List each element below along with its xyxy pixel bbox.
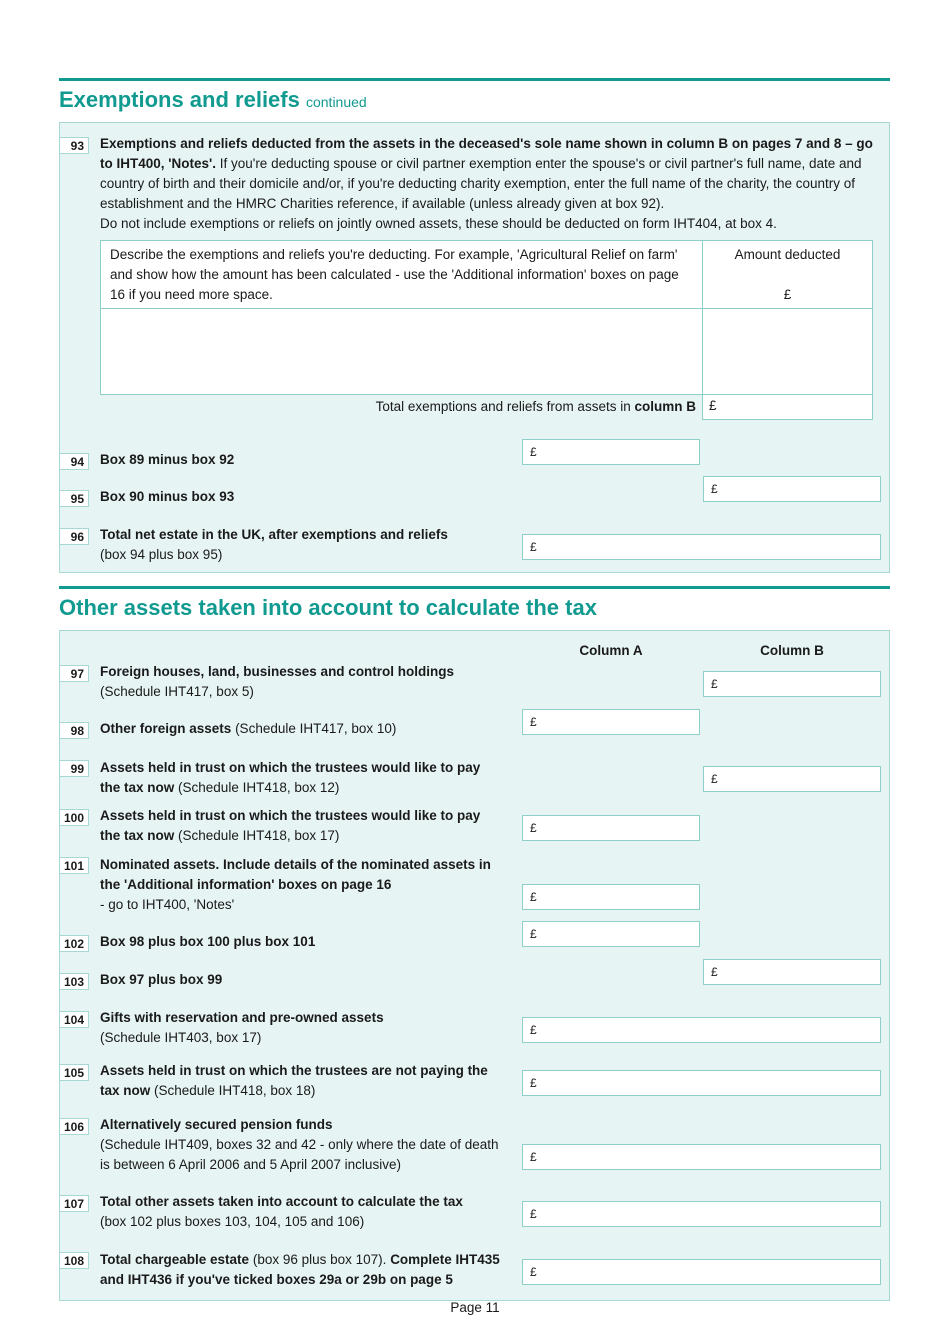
box-number-104: 104 <box>60 1011 89 1028</box>
box-number-106: 106 <box>60 1118 89 1135</box>
exemptions-table <box>100 240 873 419</box>
column-a-header: Column A <box>579 643 643 658</box>
box-number-103: 103 <box>60 973 89 990</box>
box103-label: Box 97 plus box 99 <box>100 972 223 987</box>
box-number-95: 95 <box>60 490 89 507</box>
box104-label: Gifts with reservation and pre-owned assets (Schedule IHT403, box 17) <box>100 1010 384 1045</box>
total-column-b-field[interactable]: £ <box>702 394 873 420</box>
box99-label: Assets held in trust on which the trustees would like to pay the tax now (Schedule IHT418, box 12) <box>100 760 481 795</box>
box-number-97: 97 <box>60 665 89 682</box>
box97-field[interactable]: £ <box>703 671 881 697</box>
column-b-header: Column B <box>760 643 824 658</box>
box-number-107: 107 <box>60 1195 89 1212</box>
box105-label: Assets held in trust on which the trustees are not paying the tax now (Schedule IHT418, box 18) <box>100 1063 488 1098</box>
box-number-98: 98 <box>60 722 89 739</box>
section-title-exemptions: Exemptions and reliefs continued <box>59 87 367 112</box>
box94-label: Box 89 minus box 92 <box>100 452 235 467</box>
box-number-100: 100 <box>60 809 89 826</box>
box-number-94: 94 <box>60 453 89 470</box>
box98-field[interactable]: £ <box>522 709 700 735</box>
box100-label: Assets held in trust on which the trustees would like to pay the tax now (Schedule IHT418, box 17) <box>100 808 481 843</box>
box99-field[interactable]: £ <box>703 766 881 792</box>
box96-label: Total net estate in the UK, after exemptions and reliefs (box 94 plus box 95) <box>100 527 448 562</box>
box102-field[interactable]: £ <box>522 921 700 947</box>
describe-input[interactable] <box>100 308 703 395</box>
amount-input[interactable] <box>702 308 873 395</box>
box105-field[interactable]: £ <box>522 1070 881 1096</box>
box98-label: Other foreign assets (Schedule IHT417, box 10) <box>100 721 397 736</box>
box93-note: Do not include exemptions or reliefs on jointly owned assets, these should be deducted on form IHT404, at box 4. <box>100 216 777 231</box>
box-number-105: 105 <box>60 1064 89 1081</box>
box94-field[interactable]: £ <box>522 439 700 465</box>
box-number-96: 96 <box>60 528 89 545</box>
box96-field[interactable]: £ <box>522 534 881 560</box>
box101-field[interactable]: £ <box>522 884 700 910</box>
section-rule-other <box>59 586 890 589</box>
box106-label: Alternatively secured pension funds (Schedule IHT409, boxes 32 and 42 - only where the date of death is between 6 April 2006 and 5 April 2007 inclusive) <box>100 1117 499 1172</box>
total-label: Total exemptions and reliefs from assets in column B <box>375 399 696 414</box>
box102-label: Box 98 plus box 100 plus box 101 <box>100 934 316 949</box>
continued-label: continued <box>305 94 367 110</box>
box-number-99: 99 <box>60 760 89 777</box>
page-number: Page 11 <box>450 1300 500 1315</box>
amount-header-cell <box>702 240 873 309</box>
box107-field[interactable]: £ <box>522 1201 881 1227</box>
box107-label: Total other assets taken into account to calculate the tax (box 102 plus boxes 103, 104, 105 and 106) <box>100 1194 463 1229</box>
describe-header-cell <box>100 240 703 309</box>
box95-field[interactable]: £ <box>703 476 881 502</box>
box108-field[interactable]: £ <box>522 1259 881 1285</box>
box108-label: Total chargeable estate (box 96 plus box 107). Complete IHT435 and IHT436 if you've ticked boxes 29a or 29b on page 5 <box>100 1252 500 1287</box>
box106-field[interactable]: £ <box>522 1144 881 1170</box>
amount-header-text: Amount deducted <box>734 247 841 262</box>
box103-field[interactable]: £ <box>703 959 881 985</box>
box-number-93: 93 <box>60 137 89 154</box>
box93-text: Exemptions and reliefs deducted from the assets in the deceased's sole name shown in column B on pages 7 and 8 – go to IHT400, 'Notes'. If you're deducting spouse or civil partner exemption enter the spouse's or civil partner's full name, date and country of birth and their domicile and/or, if you're deducting charity exemption, enter the full name of the charity, the country of establishment and the HMRC Charities reference, if available (unless already given at box 92). Do not include exemptions or reliefs on jointly owned assets, these should be deducted on form IHT404, at box 4. <box>100 136 873 231</box>
describe-header-text: Describe the exemptions and reliefs you're deducting. For example, 'Agricultural Relief on farm' and show how the amount has been calculated - use the 'Additional information' boxes on page 16 if you need more space. <box>110 247 679 302</box>
box97-label: Foreign houses, land, businesses and control holdings (Schedule IHT417, box 5) <box>100 664 455 699</box>
box95-label: Box 90 minus box 93 <box>100 489 235 504</box>
box100-field[interactable]: £ <box>522 815 700 841</box>
box-number-101: 101 <box>60 857 89 874</box>
box-number-102: 102 <box>60 935 89 952</box>
amount-currency: £ <box>783 287 792 302</box>
section-rule-top <box>59 78 890 81</box>
section-title-other-assets: Other assets taken into account to calculate the tax <box>59 595 597 620</box>
box101-label: Nominated assets. Include details of the nominated assets in the 'Additional information' boxes on page 16 - go to IHT400, 'Notes' <box>100 857 491 912</box>
box-number-108: 108 <box>60 1252 89 1269</box>
box104-field[interactable]: £ <box>522 1017 881 1043</box>
